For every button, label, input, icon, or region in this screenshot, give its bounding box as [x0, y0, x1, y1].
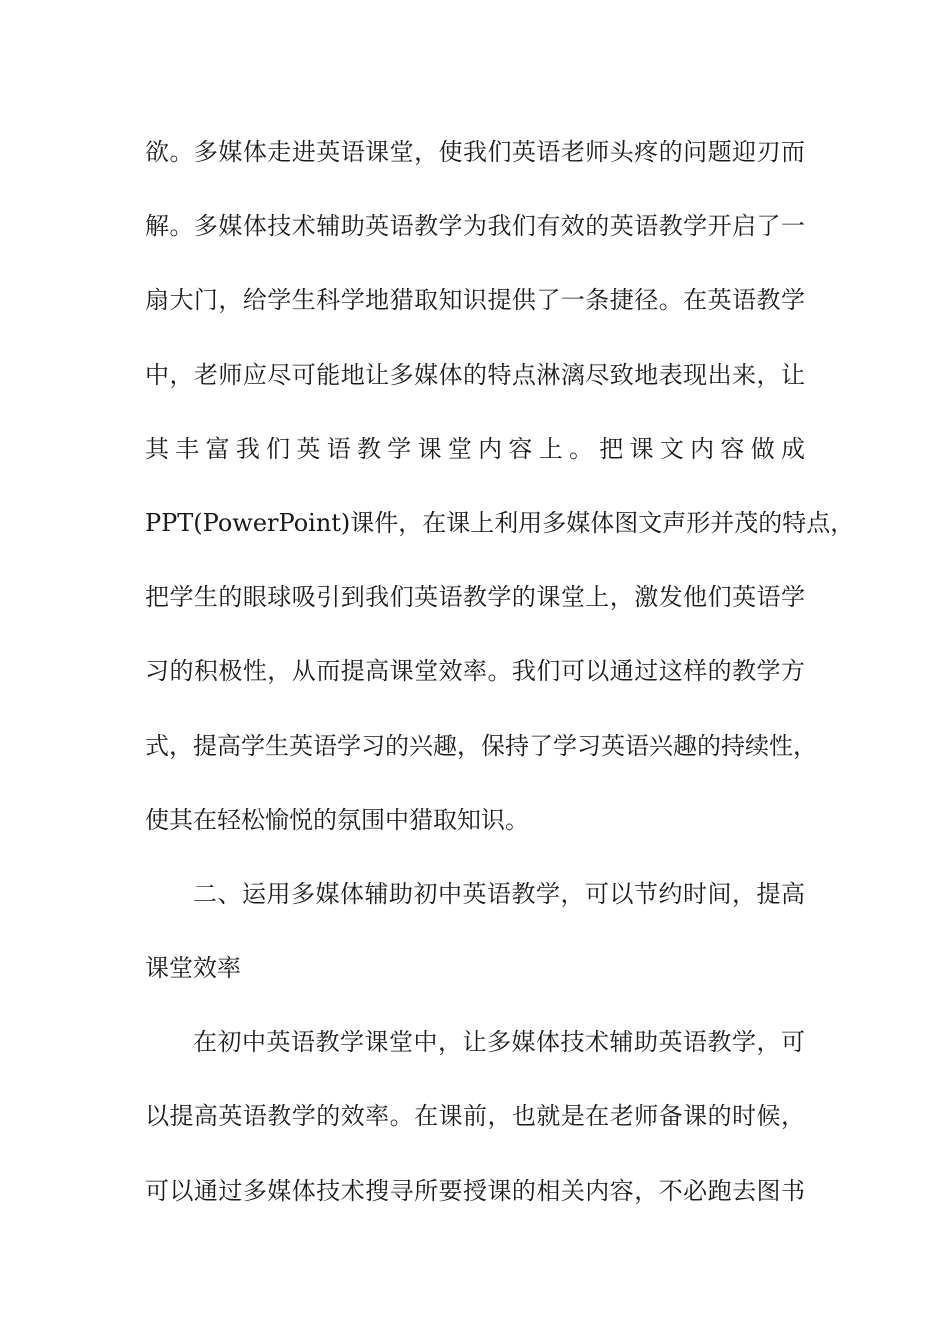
- text-line-6: PPT(PowerPoint)课件，在课上利用多媒体图文声形并茂的特点，: [145, 508, 855, 537]
- text-line-14: 以提高英语教学的效率。在课前，也就是在老师备课的时候，: [145, 1102, 805, 1131]
- section-heading-line-1: 二、运用多媒体辅助初中英语教学，可以节约时间，提高: [193, 879, 805, 908]
- body-text: [145, 130, 855, 1243]
- text-line-5: 其丰富我们英语教学课堂内容上。把课文内容做成: [145, 434, 805, 463]
- text-line-1: 欲。多媒体走进英语课堂，使我们英语老师头疼的问题迎刃而: [145, 138, 805, 166]
- text-line-15: 可以通过多媒体技术搜寻所要授课的相关内容，不必跑去图书: [145, 1176, 805, 1205]
- section-heading-line-2: 课堂效率: [145, 954, 241, 983]
- text-line-13: 在初中英语教学课堂中，让多媒体技术辅助英语教学，可: [193, 1028, 805, 1057]
- text-line-9: 式，提高学生英语学习的兴趣，保持了学习英语兴趣的持续性，: [145, 731, 817, 760]
- text-line-10: 使其在轻松愉悦的氛围中猎取知识。: [145, 805, 529, 834]
- text-line-2: 解。多媒体技术辅助英语教学为我们有效的英语教学开启了一: [145, 212, 805, 241]
- text-line-8: 习的积极性，从而提高课堂效率。我们可以通过这样的教学方: [145, 657, 805, 686]
- text-line-7: 把学生的眼球吸引到我们英语教学的课堂上，激发他们英语学: [145, 583, 805, 612]
- text-line-4: 中，老师应尽可能地让多媒体的特点淋漓尽致地表现出来，让: [145, 360, 805, 389]
- text-line-3: 扇大门，给学生科学地猎取知识提供了一条捷径。在英语教学: [145, 286, 805, 315]
